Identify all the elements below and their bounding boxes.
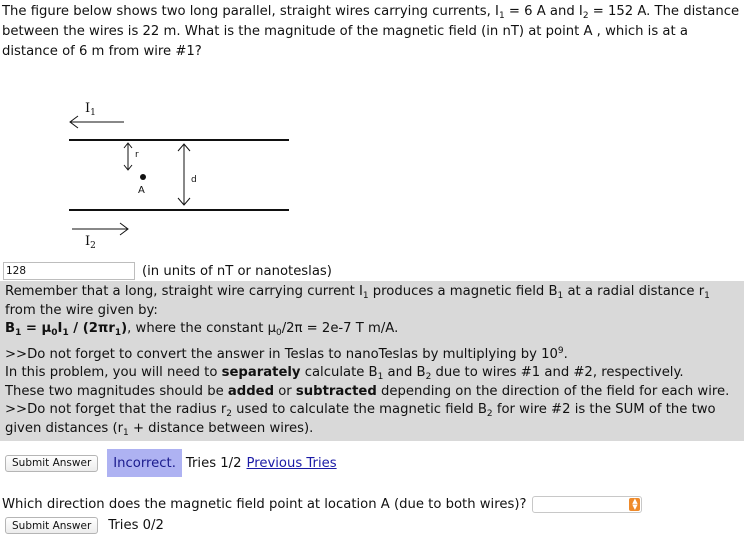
tries-counter-2: Tries 0/2 <box>108 518 164 533</box>
hint-line-1: Remember that a long, straight wire carrying current $I_1$ produces a magnetic field $B_1$ at a radial distance $r_1$ from the wire given by: <box>5 284 710 318</box>
status-badge: Incorrect. <box>107 449 182 477</box>
label-i2: $I_2$ <box>85 234 96 251</box>
answer-input[interactable] <box>3 262 135 280</box>
hint-formula: $B_1 = \mu_0I_1 / (2\pi r_1)$, where the constant $\mu_0/2\pi = 2e-7$ T m/A. <box>5 321 399 338</box>
label-d: d <box>191 175 197 185</box>
submit-answer-button-1[interactable]: Submit Answer <box>5 455 98 472</box>
wires-diagram <box>0 92 320 257</box>
hint-line-4: In this problem, you will need to separately calculate $B_1$ and $B_2$ due to wires #1 and #2, respectively. <box>5 365 684 382</box>
answer-row <box>3 261 332 281</box>
previous-tries-link[interactable]: Previous Tries <box>246 455 337 471</box>
submit-row-2 <box>5 516 164 535</box>
hint-line-3: >>Do not forget to convert the answer in Teslas to nanoTeslas by multiplying by $10^9$. <box>5 345 568 362</box>
units-label: (in units of nT or nanoteslas) <box>142 263 332 279</box>
submit-row-1 <box>5 449 337 477</box>
submit-answer-button-2[interactable]: Submit Answer <box>5 517 98 534</box>
direction-select[interactable] <box>532 496 642 513</box>
hint-line-6: >>Do not forget that the radius $r_2$ used to calculate the magnetic field $B_2$ for wire #2 is the SUM of the two given distances ($r_1$ + distance between wires). <box>5 402 716 438</box>
label-a: A <box>138 185 145 196</box>
question-2-row <box>2 494 642 514</box>
hint-box <box>0 281 744 441</box>
tries-counter-1: Tries 1/2 <box>185 455 242 471</box>
label-r: r <box>135 150 139 160</box>
point-a <box>140 174 146 180</box>
question-text: The figure below shows two long parallel, straight wires carrying currents, $I_1 = 6$ A and $I_2 = 152$ A. The distance between the wires is 22 m. What is the magnitude of the magnetic field (in nT) at point A , which is at a distance of 6 m from wire #1? <box>2 4 740 59</box>
question-2-text: Which direction does the magnetic field point at location A (due to both wires)? <box>2 496 527 512</box>
label-i1: $I_1$ <box>85 101 96 118</box>
select-arrows-icon: ▲ ▼ <box>629 498 640 511</box>
hint-line-5: These two magnitudes should be added or subtracted depending on the direction of the field for each wire. <box>5 383 730 399</box>
